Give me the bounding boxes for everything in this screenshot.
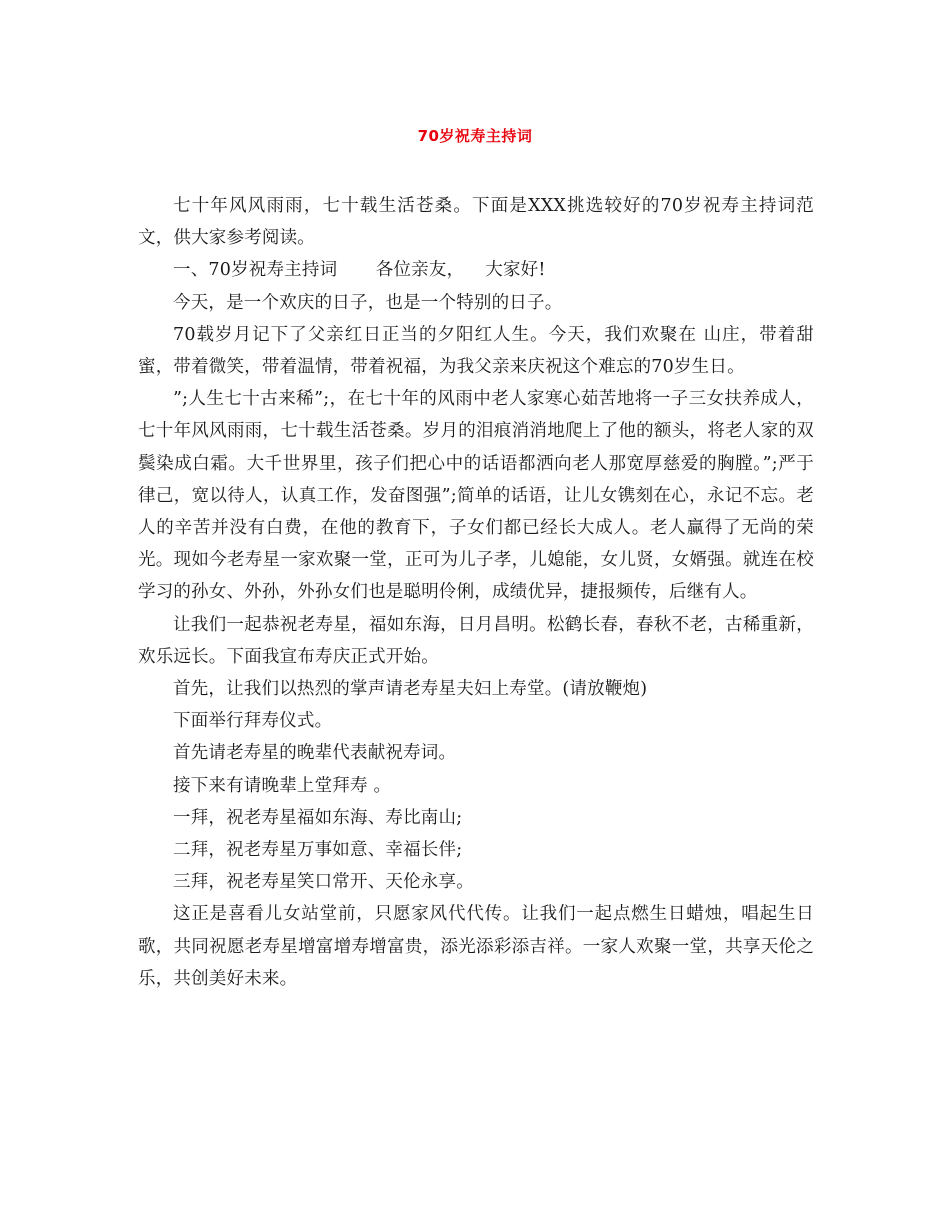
paragraph: 首先请老寿星的晚辈代表献祝寿词。 bbox=[173, 743, 457, 764]
document-body bbox=[138, 190, 814, 995]
paragraph: 这正是喜看儿女站堂前，只愿家风代代传。让我们一起点燃生日蜡烛，唱起生日歌，共同祝愿老寿星增富增寿增富贵，添光添彩添吉祥。一家人欢聚一堂，共享天伦之乐，共创美好未来。 bbox=[138, 904, 814, 989]
paragraph: 今天，是一个欢庆的日子，也是一个特别的日子。 bbox=[173, 292, 563, 313]
greeting-everyone: 大家好! bbox=[485, 260, 546, 281]
paragraph: 让我们一起恭祝老寿星，福如东海，日月昌明。松鹤长春，春秋不老，古稀重新，欢乐远长。下面我宣布寿庆正式开始。 bbox=[138, 614, 814, 667]
paragraph: 二拜，祝老寿星万事如意、幸福长伴; bbox=[173, 840, 463, 861]
paragraph-section-heading bbox=[138, 254, 814, 286]
paragraph: 首先，让我们以热烈的掌声请老寿星夫妇上寿堂。(请放鞭炮) bbox=[173, 679, 648, 700]
section-heading: 一、70岁祝寿主持词 bbox=[173, 260, 338, 281]
paragraph: 70载岁月记下了父亲红日正当的夕阳红人生。今天，我们欢聚在 山庄，带着甜蜜，带着微笑，带着温情，带着祝福，为我父亲来庆祝这个难忘的70岁生日。 bbox=[138, 324, 814, 378]
paragraph: ”;人生七十古来稀”;，在七十年的风雨中老人家寒心茹苦地将一子三女扶养成人，七十年风风雨雨，七十载生活苍桑。岁月的泪痕消消地爬上了他的额头，将老人家的双鬓染成白霜。大千世界里，孩子们把心中的话语都洒向老人那宽厚慈爱的胸膛。”;严于律己，宽以待人，认真工作，发奋图强”;简单的话语，让儿女镌刻在心，永记不忘。老人的辛苦并没有白费，在他的教育下，子女们都已经长大成人。老人赢得了无尚的荣光。现如今老寿星一家欢聚一堂，正可为儿子孝，儿媳能，女儿贤，女婿强。就连在校学习的孙女、外孙，外孙女们也是聪明伶俐，成绩优异，捷报频传，后继有人。 bbox=[138, 389, 814, 603]
document-title: 70岁祝寿主持词 bbox=[417, 127, 533, 145]
paragraph: 下面举行拜寿仪式。 bbox=[173, 711, 333, 732]
paragraph-intro: 七十年风风雨雨，七十载生活苍桑。下面是XXX挑选较好的70岁祝寿主持词范文，供大家参考阅读。 bbox=[138, 196, 814, 249]
paragraph: 接下来有请晚辈上堂拜寿 。 bbox=[173, 775, 392, 796]
greeting-friends: 各位亲友， bbox=[375, 260, 465, 281]
paragraph: 一拜，祝老寿星福如东海、寿比南山; bbox=[173, 807, 463, 828]
paragraph: 三拜，祝老寿星笑口常开、天伦永享。 bbox=[173, 872, 474, 893]
